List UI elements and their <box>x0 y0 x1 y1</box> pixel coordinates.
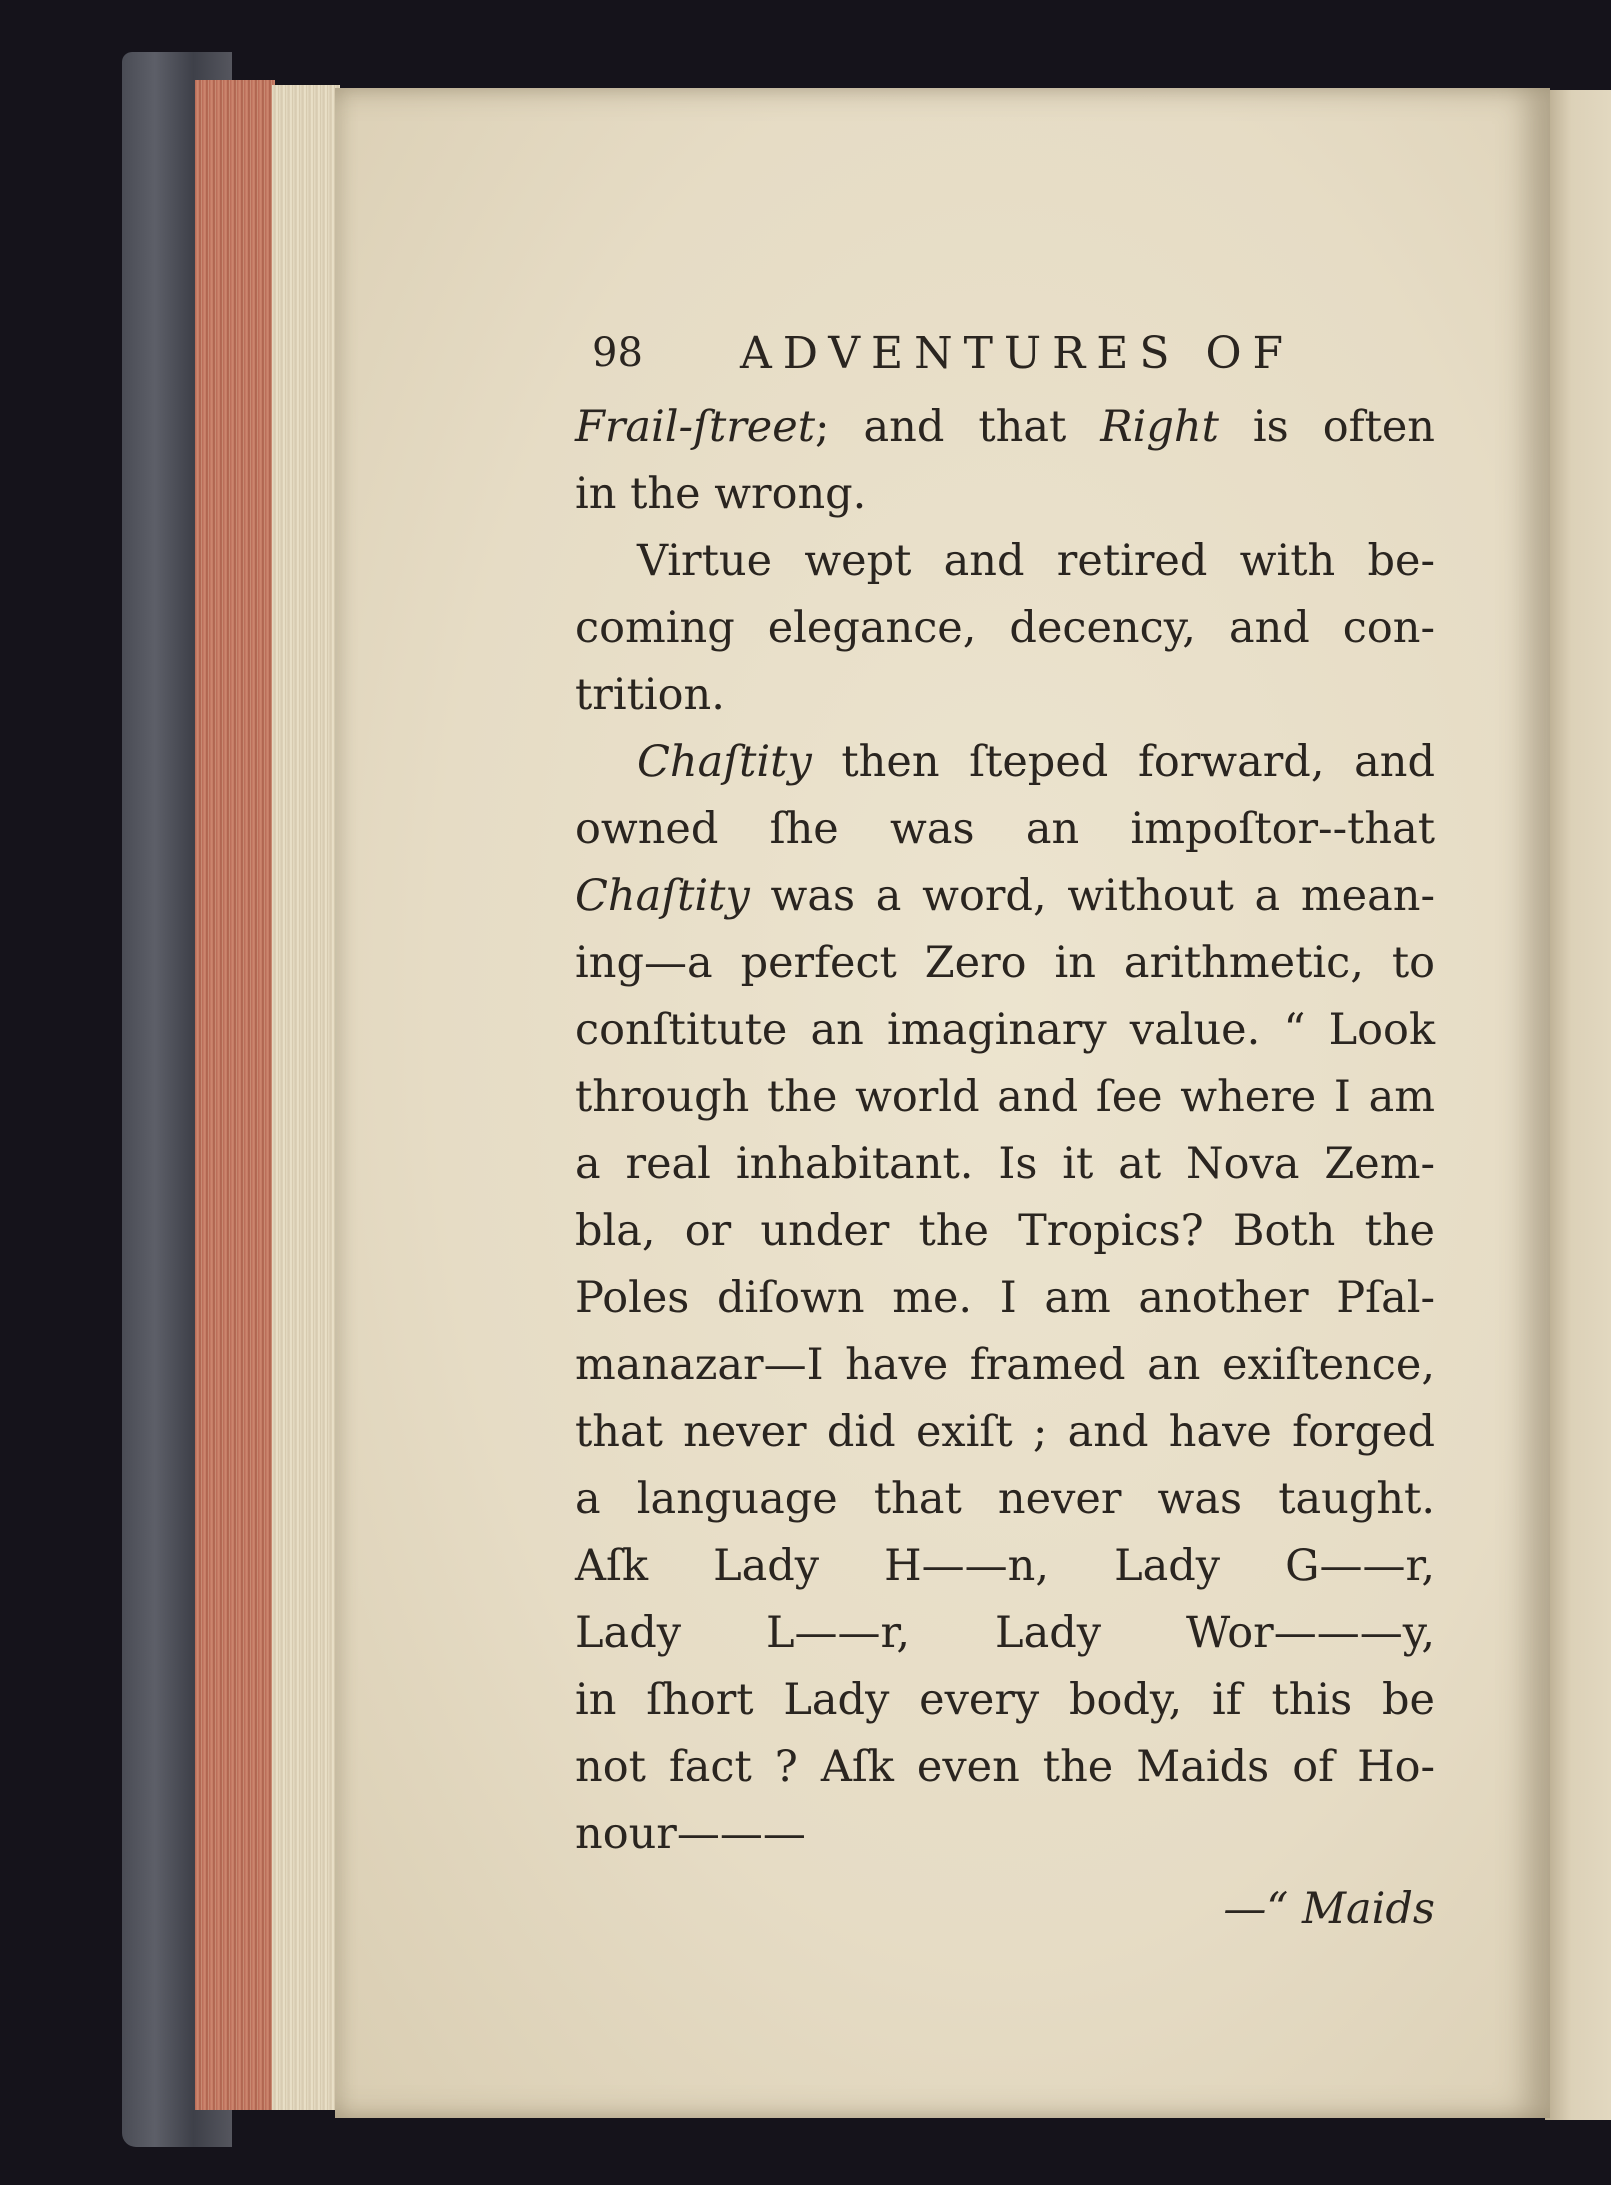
text-line: not fact ? Aſk even the Maids of Ho- <box>575 1742 1435 1792</box>
facing-page-edge <box>1545 90 1611 2120</box>
text-line: nour——— <box>575 1809 806 1859</box>
text-line: Chaſtity then ſteped forward, and <box>637 737 1435 787</box>
text-line: trition. <box>575 670 725 720</box>
text-line: coming elegance, decency, and con- <box>575 603 1435 653</box>
text-line: Aſk Lady H——n, Lady G——r, <box>575 1541 1435 1591</box>
running-header <box>575 320 1435 390</box>
text-line: ing—a perfect Zero in arithmetic, to <box>575 938 1435 988</box>
text-line: Poles diſown me. I am another Pſal- <box>575 1273 1435 1323</box>
text-line: conſtitute an imaginary value. “ Look <box>575 1005 1435 1055</box>
red-page-edges <box>195 80 275 2110</box>
text-line: Frail-ſtreet; and that Right is often <box>575 402 1435 452</box>
text-line: that never did exiſt ; and have forged <box>575 1407 1435 1457</box>
text-line: a language that never was taught. <box>575 1474 1435 1524</box>
page-number: 98 <box>592 330 643 376</box>
text-line: owned ſhe was an impoſtor--that <box>575 804 1435 854</box>
page-text <box>575 320 1435 1943</box>
text-line: Chaſtity was a word, without a mean- <box>575 871 1435 921</box>
text-line: through the world and ſee where I am <box>575 1072 1435 1122</box>
running-title: ADVENTURES OF <box>740 328 1295 379</box>
text-line: bla, or under the Tropics? Both the <box>575 1206 1435 1256</box>
catchword: —“ Maids <box>1223 1884 1435 1934</box>
text-line: in the wrong. <box>575 469 867 519</box>
text-line: in ſhort Lady every body, if this be <box>575 1675 1435 1725</box>
page-edges <box>272 85 340 2110</box>
text-line: a real inhabitant. Is it at Nova Zem- <box>575 1139 1435 1189</box>
text-line: manazar—I have framed an exiſtence, <box>575 1340 1435 1390</box>
text-line: Virtue wept and retired with be- <box>637 536 1435 586</box>
text-line: Lady L——r, Lady Wor———y, <box>575 1608 1435 1658</box>
